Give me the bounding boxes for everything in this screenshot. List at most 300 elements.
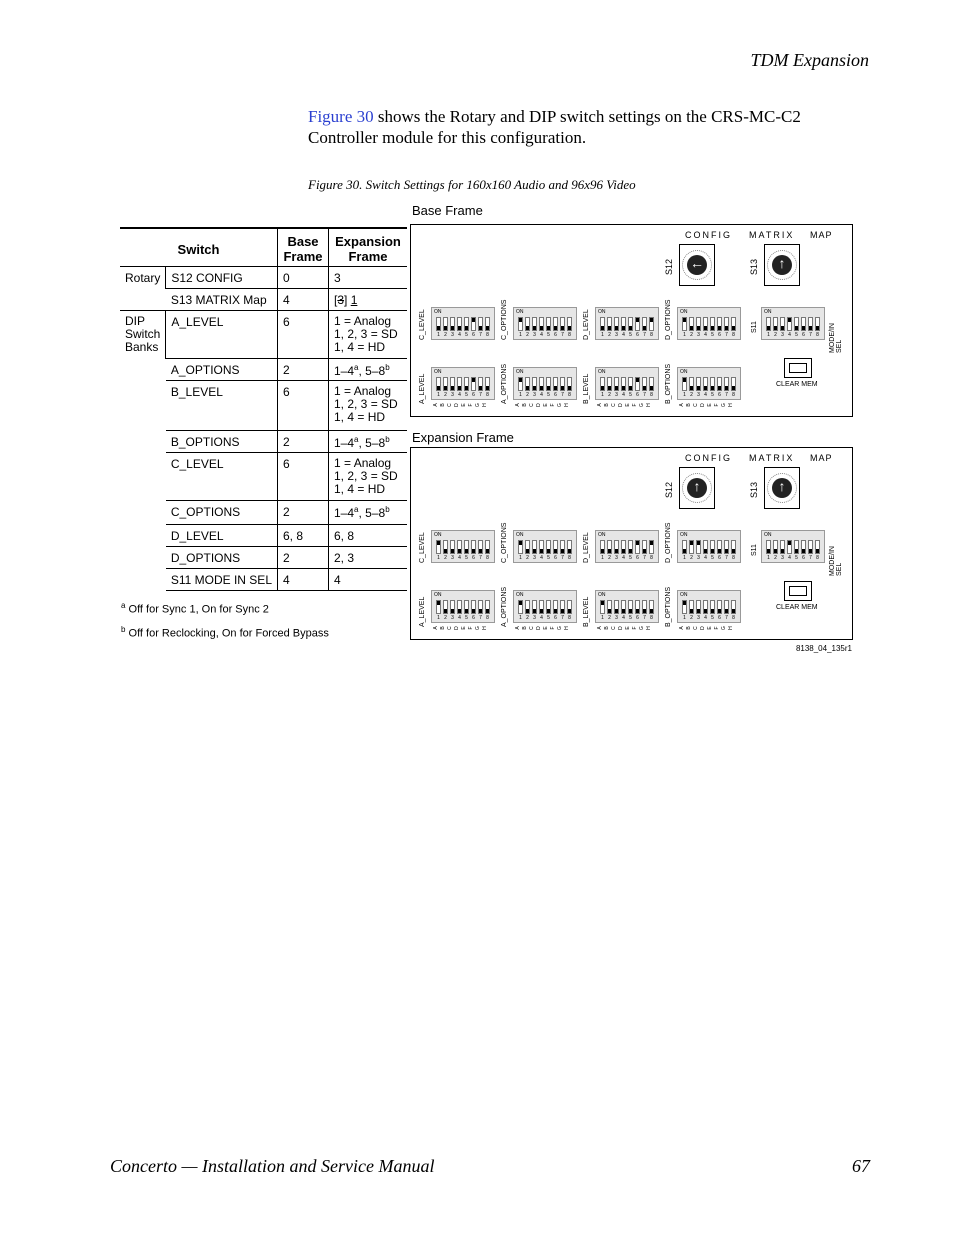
dip-number: 7 (643, 555, 646, 561)
dip-letters (433, 625, 488, 631)
dip-toggle[interactable] (553, 317, 558, 331)
dip-toggle[interactable] (780, 317, 785, 331)
dip-toggle[interactable] (710, 317, 715, 331)
dip-toggle[interactable] (567, 377, 572, 391)
running-header: TDM Expansion (750, 50, 869, 70)
dip-letter: D (618, 403, 624, 407)
dip-toggle[interactable] (539, 540, 544, 554)
footnote-text: Off for Sync 1, On for Sync 2 (128, 603, 269, 616)
dip-toggle[interactable] (450, 600, 455, 614)
dip-toggle[interactable] (546, 377, 551, 391)
dip-toggle[interactable] (773, 540, 778, 554)
dip-toggle[interactable] (539, 377, 544, 391)
s11-label: S11 (751, 544, 758, 556)
dip-number: 7 (479, 555, 482, 561)
dip-toggle[interactable] (635, 317, 640, 331)
dip-toggle[interactable] (443, 540, 448, 554)
dip-number: 2 (690, 615, 693, 621)
dip-toggle[interactable] (614, 317, 619, 331)
dip-number: 2 (608, 555, 611, 561)
dip-toggle[interactable] (696, 317, 701, 331)
dip-numbers (518, 615, 572, 621)
row-name: S12 CONFIG (166, 266, 278, 288)
dip-number: 4 (540, 615, 543, 621)
dip-toggle[interactable] (808, 317, 813, 331)
dip-toggle[interactable] (457, 600, 462, 614)
dip-toggle[interactable] (689, 317, 694, 331)
dip-toggle[interactable] (703, 600, 708, 614)
dip-on-label: ON (598, 592, 606, 598)
matrix-label: MATRIX (749, 230, 795, 240)
dip-toggle[interactable] (614, 600, 619, 614)
line: 1, 4 = HD (334, 339, 386, 354)
dip-toggle[interactable] (682, 600, 687, 614)
dip-number: 3 (615, 392, 618, 398)
dip-toggle[interactable] (773, 317, 778, 331)
dip-toggle[interactable] (689, 540, 694, 554)
bank-label-a-options: A_OPTIONS (501, 363, 508, 404)
dip-toggle[interactable] (471, 317, 476, 331)
dip-number: 4 (622, 615, 625, 621)
dip-number: 5 (711, 555, 714, 561)
dip-toggle[interactable] (560, 600, 565, 614)
dip-switch-bank-b-level (595, 590, 659, 623)
dip-toggle[interactable] (478, 377, 483, 391)
dip-letter: C (447, 626, 453, 630)
dip-numbers (766, 332, 820, 338)
bank-label-c-level: C_LEVEL (419, 532, 426, 563)
mode-in-sel-label: MODE/IN SEL (829, 323, 843, 353)
dip-toggle[interactable] (436, 377, 441, 391)
dip-toggle[interactable] (464, 377, 469, 391)
dip-letters (433, 402, 488, 408)
intro-text: shows the Rotary and DIP switch settings on the CRS-MC-C2 Controller module for this configuration. (308, 107, 801, 147)
figure-30-link[interactable]: Figure 30 (308, 107, 374, 126)
dip-letter: B (440, 626, 446, 630)
dip-toggle[interactable] (649, 317, 654, 331)
intro-paragraph (308, 106, 868, 148)
dip-on-label: ON (680, 309, 688, 315)
dip-letter: E (461, 626, 467, 630)
dip-toggle[interactable] (532, 377, 537, 391)
dip-toggle[interactable] (815, 540, 820, 554)
dip-switch-bank-c-level (431, 307, 495, 340)
dip-number: 3 (451, 392, 454, 398)
dip-toggle[interactable] (525, 540, 530, 554)
dip-number: 3 (533, 392, 536, 398)
dip-toggle[interactable] (485, 540, 490, 554)
row-exp: [3] 1 (329, 288, 408, 310)
clear-mem-button[interactable] (784, 581, 812, 601)
dip-toggle[interactable] (682, 377, 687, 391)
dip-letter: C (693, 626, 699, 630)
dip-number: 8 (732, 615, 735, 621)
dip-number: 4 (458, 615, 461, 621)
dip-toggle[interactable] (766, 540, 771, 554)
footnote-ref: b (385, 504, 390, 514)
dip-number: 6 (554, 615, 557, 621)
dip-toggle[interactable] (525, 377, 530, 391)
dip-toggle[interactable] (553, 540, 558, 554)
row-exp (329, 500, 408, 524)
dip-toggle[interactable] (780, 540, 785, 554)
dip-toggle[interactable] (614, 377, 619, 391)
dip-toggle[interactable] (436, 317, 441, 331)
dip-toggle[interactable] (794, 317, 799, 331)
dip-toggle[interactable] (628, 317, 633, 331)
dip-toggle[interactable] (450, 377, 455, 391)
dip-number: 4 (704, 392, 707, 398)
dip-toggle[interactable] (546, 540, 551, 554)
dip-number: 8 (816, 332, 819, 338)
base-frame-panel (410, 224, 853, 417)
expansion-frame-panel (410, 447, 853, 640)
dip-number: 1 (601, 615, 604, 621)
dip-toggle[interactable] (607, 600, 612, 614)
dip-letter: C (611, 626, 617, 630)
dip-toggle[interactable] (628, 377, 633, 391)
dip-toggle[interactable] (696, 540, 701, 554)
dip-toggle[interactable] (649, 600, 654, 614)
rotary-s12[interactable] (679, 467, 715, 509)
dip-letter: H (482, 626, 488, 630)
dip-number: 2 (774, 555, 777, 561)
dip-toggle[interactable] (443, 377, 448, 391)
dip-number: 6 (554, 555, 557, 561)
dip-toggle[interactable] (532, 317, 537, 331)
dip-toggle[interactable] (607, 377, 612, 391)
dip-toggle[interactable] (600, 600, 605, 614)
dip-toggle[interactable] (794, 540, 799, 554)
dip-toggle[interactable] (464, 317, 469, 331)
dip-toggle[interactable] (478, 600, 483, 614)
dip-toggle[interactable] (560, 317, 565, 331)
dip-number: 4 (704, 615, 707, 621)
dip-toggle[interactable] (815, 317, 820, 331)
dip-toggle[interactable] (724, 540, 729, 554)
dip-toggle[interactable] (600, 540, 605, 554)
dip-toggle[interactable] (457, 317, 462, 331)
dip-switches (766, 317, 820, 331)
dip-number: 8 (650, 392, 653, 398)
bank-label-d-options: D_OPTIONS (665, 522, 672, 563)
dip-switch-bank-c-level (431, 530, 495, 563)
dip-toggle[interactable] (539, 600, 544, 614)
dip-number: 6 (802, 332, 805, 338)
new-value: 1 (350, 292, 358, 307)
dip-number: 5 (465, 332, 468, 338)
dip-number: 8 (486, 332, 489, 338)
dip-number: 3 (451, 332, 454, 338)
dip-toggle[interactable] (724, 317, 729, 331)
dip-number: 4 (622, 332, 625, 338)
dip-toggle[interactable] (717, 540, 722, 554)
dip-number: 6 (802, 555, 805, 561)
dip-number: 7 (479, 392, 482, 398)
dip-switch-bank-c-options (513, 530, 577, 563)
dip-number: 5 (629, 392, 632, 398)
dip-switches (436, 540, 490, 554)
dip-toggle[interactable] (560, 377, 565, 391)
bank-label-c-options: C_OPTIONS (501, 522, 508, 563)
dip-number: 5 (465, 392, 468, 398)
row-name: B_LEVEL (166, 380, 278, 430)
dip-toggle[interactable] (518, 540, 523, 554)
dip-toggle[interactable] (553, 377, 558, 391)
dip-toggle[interactable] (457, 540, 462, 554)
dip-toggle[interactable] (443, 600, 448, 614)
row-exp (329, 452, 408, 500)
dip-letter: B (604, 626, 610, 630)
dip-toggle[interactable] (717, 317, 722, 331)
dip-toggle[interactable] (450, 540, 455, 554)
dip-toggle[interactable] (621, 377, 626, 391)
dip-toggle[interactable] (710, 600, 715, 614)
dip-number: 1 (519, 332, 522, 338)
dip-toggle[interactable] (518, 317, 523, 331)
dip-toggle[interactable] (621, 600, 626, 614)
rotary-s13[interactable] (764, 244, 800, 286)
dip-switch-bank-c-options (513, 307, 577, 340)
dip-letter: H (728, 626, 734, 630)
footnote-a (121, 596, 329, 620)
dip-number: 1 (683, 332, 686, 338)
dip-numbers (436, 615, 490, 621)
row-exp (329, 358, 408, 380)
dip-letter: E (543, 626, 549, 630)
dip-toggle[interactable] (614, 540, 619, 554)
dip-toggle[interactable] (731, 317, 736, 331)
dip-letter: C (447, 403, 453, 407)
dip-toggle[interactable] (635, 377, 640, 391)
dip-number: 4 (788, 332, 791, 338)
dip-toggle[interactable] (621, 317, 626, 331)
dip-toggle[interactable] (478, 317, 483, 331)
dip-toggle[interactable] (682, 317, 687, 331)
dip-switches (600, 317, 654, 331)
dip-toggle[interactable] (696, 600, 701, 614)
dip-letters (679, 402, 734, 408)
dip-toggle[interactable] (532, 600, 537, 614)
dip-letter: G (557, 626, 563, 630)
dip-toggle[interactable] (635, 540, 640, 554)
dip-letter: G (475, 403, 481, 407)
clear-mem-button[interactable] (784, 358, 812, 378)
dip-number: 4 (540, 332, 543, 338)
dip-toggle[interactable] (703, 540, 708, 554)
dip-letter: H (482, 403, 488, 407)
dip-letter: F (468, 626, 474, 630)
dip-number: 8 (732, 555, 735, 561)
dip-toggle[interactable] (471, 540, 476, 554)
dip-toggle[interactable] (642, 317, 647, 331)
dip-numbers (518, 392, 572, 398)
dip-toggle[interactable] (485, 317, 490, 331)
dip-toggle[interactable] (464, 600, 469, 614)
row-base: 6 (278, 380, 329, 430)
dip-switch-bank-s11 (761, 530, 825, 563)
dip-toggle[interactable] (525, 600, 530, 614)
dip-number: 6 (718, 332, 721, 338)
dip-numbers (600, 332, 654, 338)
dip-toggle[interactable] (766, 317, 771, 331)
dip-number: 3 (615, 615, 618, 621)
dip-number: 3 (781, 332, 784, 338)
dip-toggle[interactable] (628, 540, 633, 554)
dip-toggle[interactable] (457, 377, 462, 391)
dip-toggle[interactable] (567, 540, 572, 554)
map-label: MAP (810, 230, 833, 240)
row-base: 2 (278, 430, 329, 452)
dip-letter: B (522, 626, 528, 630)
dip-number: 7 (643, 392, 646, 398)
dip-toggle[interactable] (801, 540, 806, 554)
dip-toggle[interactable] (485, 377, 490, 391)
dip-number: 8 (732, 392, 735, 398)
dip-numbers (682, 555, 736, 561)
footnote-b (121, 620, 329, 644)
dip-toggle[interactable] (450, 317, 455, 331)
dip-toggle[interactable] (710, 540, 715, 554)
range: 1–4 (334, 435, 355, 450)
s12-label: S12 (664, 481, 674, 498)
dip-number: 3 (533, 332, 536, 338)
row-base: 2 (278, 358, 329, 380)
dip-number: 7 (479, 615, 482, 621)
dip-toggle[interactable] (682, 540, 687, 554)
dip-toggle[interactable] (546, 600, 551, 614)
dip-number: 7 (809, 332, 812, 338)
dip-toggle[interactable] (567, 317, 572, 331)
dip-switch-bank-a-options (513, 590, 577, 623)
dip-toggle[interactable] (471, 377, 476, 391)
dip-toggle[interactable] (485, 600, 490, 614)
dip-toggle[interactable] (717, 600, 722, 614)
dip-number: 2 (608, 392, 611, 398)
dip-toggle[interactable] (731, 540, 736, 554)
dip-number: 1 (683, 555, 686, 561)
dip-number: 4 (622, 555, 625, 561)
dip-number: 8 (816, 555, 819, 561)
row-name: D_OPTIONS (166, 546, 278, 568)
dip-toggle[interactable] (696, 377, 701, 391)
dip-on-label: ON (764, 309, 772, 315)
dip-toggle[interactable] (443, 317, 448, 331)
s13-label: S13 (749, 258, 759, 275)
dip-toggle[interactable] (607, 317, 612, 331)
dip-toggle[interactable] (436, 600, 441, 614)
switch-settings-table (120, 227, 407, 591)
dip-switches (682, 600, 736, 614)
dip-toggle[interactable] (642, 600, 647, 614)
dip-letters (597, 625, 652, 631)
dip-toggle[interactable] (628, 600, 633, 614)
dip-numbers (600, 555, 654, 561)
dip-toggle[interactable] (471, 600, 476, 614)
dip-toggle[interactable] (731, 377, 736, 391)
dip-number: 6 (472, 332, 475, 338)
dip-toggle[interactable] (731, 600, 736, 614)
dip-toggle[interactable] (518, 377, 523, 391)
dip-toggle[interactable] (787, 317, 792, 331)
row-base: 2 (278, 546, 329, 568)
dip-switches (518, 317, 572, 331)
dip-number: 5 (795, 332, 798, 338)
dip-letter: G (557, 403, 563, 407)
dip-toggle[interactable] (689, 600, 694, 614)
row-exp (329, 430, 408, 452)
dip-number: 7 (561, 392, 564, 398)
rotary-s13[interactable] (764, 467, 800, 509)
dip-letter: C (529, 403, 535, 407)
expansion-frame-label: Expansion Frame (412, 430, 514, 445)
dip-toggle[interactable] (600, 317, 605, 331)
dip-number: 7 (725, 392, 728, 398)
dip-toggle[interactable] (532, 540, 537, 554)
dip-toggle[interactable] (560, 540, 565, 554)
dip-toggle[interactable] (703, 317, 708, 331)
dip-number: 7 (561, 615, 564, 621)
dip-number: 1 (437, 332, 440, 338)
dip-toggle[interactable] (600, 377, 605, 391)
dip-toggle[interactable] (689, 377, 694, 391)
dip-toggle[interactable] (642, 377, 647, 391)
dip-toggle[interactable] (635, 600, 640, 614)
dip-toggle[interactable] (607, 540, 612, 554)
dip-toggle[interactable] (649, 377, 654, 391)
dip-toggle[interactable] (478, 540, 483, 554)
dip-numbers (436, 332, 490, 338)
dip-letter: B (604, 403, 610, 407)
dip-number: 3 (781, 555, 784, 561)
range: , 5–8 (358, 505, 386, 520)
dip-toggle[interactable] (518, 600, 523, 614)
dip-toggle[interactable] (703, 377, 708, 391)
dip-toggle[interactable] (642, 540, 647, 554)
dip-toggle[interactable] (621, 540, 626, 554)
bank-label-b-options: B_OPTIONS (665, 363, 672, 404)
dip-toggle[interactable] (724, 377, 729, 391)
dip-letter: A (433, 626, 439, 630)
dip-toggle[interactable] (546, 317, 551, 331)
clear-mem-label: CLEAR MEM (776, 604, 818, 611)
dip-toggle[interactable] (567, 600, 572, 614)
map-label: MAP (810, 453, 833, 463)
dip-toggle[interactable] (436, 540, 441, 554)
dip-letter: G (639, 626, 645, 630)
dip-toggle[interactable] (717, 377, 722, 391)
dip-toggle[interactable] (787, 540, 792, 554)
dip-letter: E (543, 403, 549, 407)
dip-letter: D (454, 626, 460, 630)
dip-number: 2 (774, 332, 777, 338)
dip-toggle[interactable] (464, 540, 469, 554)
dip-letters (597, 402, 652, 408)
header-base-frame: Base Frame (278, 228, 329, 266)
dip-toggle[interactable] (649, 540, 654, 554)
dip-switch-bank-a-options (513, 367, 577, 400)
dip-toggle[interactable] (539, 317, 544, 331)
dip-toggle[interactable] (724, 600, 729, 614)
dip-toggle[interactable] (801, 317, 806, 331)
dip-toggle[interactable] (553, 600, 558, 614)
dip-number: 2 (444, 555, 447, 561)
dip-toggle[interactable] (808, 540, 813, 554)
dip-toggle[interactable] (710, 377, 715, 391)
dip-letter: C (693, 403, 699, 407)
rotary-s12[interactable] (679, 244, 715, 286)
dip-toggle[interactable] (525, 317, 530, 331)
